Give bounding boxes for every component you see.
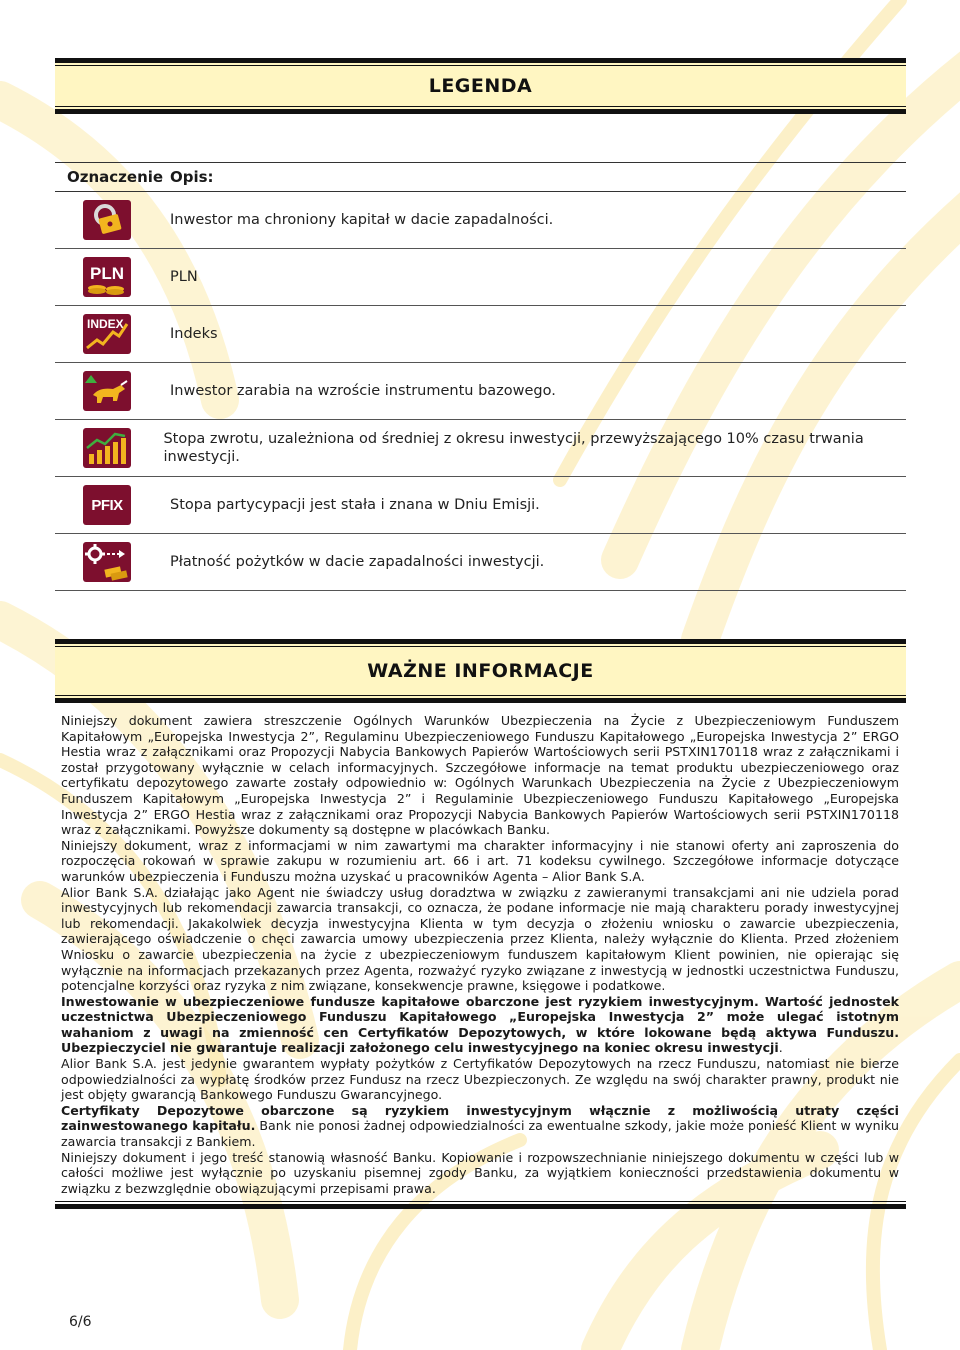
growth-chart-icon [83, 428, 131, 468]
page-number: 6/6 [69, 1314, 92, 1330]
info-paragraph-7: Niniejszy dokument i jego treść stanowią własność Banku. Kopiowanie i rozpowszechnianie niniejszego dokumentu w części lub w całości możliwe jest wyłącznie po uzyskaniu pisemnej zgody Banku, za wyjątkiem konieczności przedstawienia dokumentu w związku z bezwzględnie obowiązującymi przepisami prawa. [61, 1149, 899, 1196]
col-mark-header: Oznaczenie [67, 168, 164, 186]
legend-row [55, 306, 906, 363]
pfix-icon-label: PFIX [91, 496, 123, 514]
bottom-divider [55, 1204, 906, 1209]
legend-row-text: Stopa zwrotu, uzależniona od średniej z okresu inwestycji, przewyższającego 10% czasu trwania inwestycji. [163, 431, 864, 465]
pfix-icon [83, 485, 131, 525]
legend-row [55, 363, 906, 420]
padlock-icon [83, 200, 131, 240]
info-body [61, 713, 899, 1196]
info-title: WAŻNE INFORMACJE [367, 660, 594, 682]
legend-row-text: Indeks [170, 326, 218, 342]
legend-row [55, 477, 906, 534]
bull-icon [83, 371, 131, 411]
info-paragraph-6-rest: Bank nie ponosi żadnej odpowiedzialności za ewentualne szkody, jakie może ponieść Klient w wyniku zawarcia transakcji z Bankiem. [61, 1118, 900, 1150]
legend-row-text: Stopa partycypacji jest stała i znana w Dniu Emisji. [170, 497, 540, 513]
info-paragraph-4-bold: Inwestowanie w ubezpieczeniowe fundusze kapitałowe obarczone jest ryzykiem inwestycyjnym. Wartość jednostek uczestnictwa Ubezpieczeniowego Funduszu Kapitałowego „Europejska Inwestycja 2” może ulegać istotnym wahaniom z uwagi na zmienność cen Certyfikatów Depozytowych, w które lokowane będą aktywa Funduszu. Ubezpieczyciel nie gwarantuje realizacji założonego celu inwestycyjnego na koniec okresu inwestycji [61, 993, 899, 1056]
info-paragraph-1: Niniejszy dokument zawiera streszczenie Ogólnych Warunków Ubezpieczenia na Życie z Ubezpieczeniowym Funduszem Kapitałowym „Europejska Inwestycja 2”, Regulaminu Ubezpieczeniowego Funduszu Kapitałowego „Europejska Inwestycja 2” ERGO Hestia wraz z załącznikami oraz Propozycji Nabycia Bankowych Papierów Wartościowych serii PSTXIN170118 wraz z załącznikami i został przygotowany wyłącznie w celach informacyjnych. Szczegółowe informacje na temat produktu ubezpieczeniowego oraz certyfikatu depozytowego zawarte zostały odpowiednio w: Ogólnych Warunkach Ubezpieczenia na Życie z Ubezpieczeniowym Funduszem Kapitałowym „Europejska Inwestycja 2” i Regulaminie Ubezpieczeniowego Funduszu Kapitałowego „Europejska Inwestycja 2” ERGO Hestia wraz z załącznikami oraz Propozycji Nabycia Bankowych Papierów Wartościowych serii PSTXIN170118 wraz z załącznikami. Powyższe dokumenty są dostępne w placówkach Banku. [61, 713, 899, 838]
legend-row [55, 192, 906, 249]
col-desc-header: Opis: [170, 168, 214, 186]
legend-row [55, 534, 906, 591]
legend-row-text: Inwestor ma chroniony kapitał w dacie zapadalności. [170, 212, 554, 228]
legend-title: LEGENDA [428, 75, 533, 97]
legend-row [55, 420, 906, 477]
legend-row-text: Inwestor zarabia na wzroście instrumentu bazowego. [170, 383, 556, 399]
info-paragraph-3: Alior Bank S.A. działając jako Agent nie świadczy usług doradztwa w związku z zawieranymi transakcjami ani nie udziela porad inwestycyjnych lub rekomendacji zawarcia transakcji, co oznacza, że podane informacje nie mają charakteru porady inwestycyjnej lub rekomendacji. Jakakolwiek decyzja inwestycyjna Klienta w tym decyzja o złożeniu wniosku o zawarcie ubezpieczenia, zawierającego oświadczenie o chęci zawarcia umowy ubezpieczenia przez Klienta, należy wyłącznie do Klienta. Przed złożeniem Wniosku o zawarcie ubezpieczenia na życie z ubezpieczeniowym funduszem kapitałowym Klient powinien, nie opierając się wyłącznie na informacjach przekazanych przez Agenta, rozważyć ryzyko związane z inwestycją w jednostki uczestnictwa Funduszu, potencjalne korzyści oraz ryzyka z nim związane, konsekwencje prawne, księgowe i podatkowe. [61, 884, 899, 994]
legend-row-text: PLN [170, 269, 198, 285]
info-paragraph-4-end: . [778, 1040, 783, 1056]
info-paragraph-5: Alior Bank S.A. jest jedynie gwarantem wypłaty pożytków z Certyfikatów Depozytowych na rzecz Funduszu, natomiast nie bierze odpowiedzialności za wypłatę środków przez Fundusz na rzecz Ubezpieczonych. Ze względu na swój charakter prawny, produkt nie jest objęty gwarancją Bankowego Funduszu Gwarancyjnego. [61, 1056, 899, 1103]
legend-row [55, 249, 906, 306]
index-icon-label: INDEX [87, 317, 124, 331]
legend-row-text: Płatność pożytków w dacie zapadalności inwestycji. [170, 554, 545, 570]
info-banner [55, 639, 906, 703]
legend-header [55, 162, 906, 192]
index-icon [83, 314, 131, 354]
legend-table [55, 162, 906, 591]
info-paragraph-6 [61, 1103, 899, 1150]
pln-icon [83, 257, 131, 297]
info-paragraph-4 [61, 994, 899, 1056]
info-paragraph-6-bold: Certyfikaty Depozytowe obarczone są ryzykiem inwestycyjnym włącznie z możliwością utraty części zainwestowanego kapitału. [61, 1102, 899, 1134]
pln-icon-label: PLN [90, 264, 124, 283]
info-paragraph-2: Niniejszy dokument, wraz z informacjami w nim zawartymi ma charakter informacyjny i nie stanowi oferty ani zaproszenia do rozpoczęcia rokowań w sprawie zakupu w rozumieniu art. 66 i art. 71 kodeksu cywilnego. Szczegółowe informacje dotyczące warunków ubezpieczenia i Funduszu można uzyskać u pracowników Agenta – Alior Bank S.A. [61, 837, 899, 884]
payout-gear-icon [83, 542, 131, 582]
legend-banner [55, 58, 906, 114]
